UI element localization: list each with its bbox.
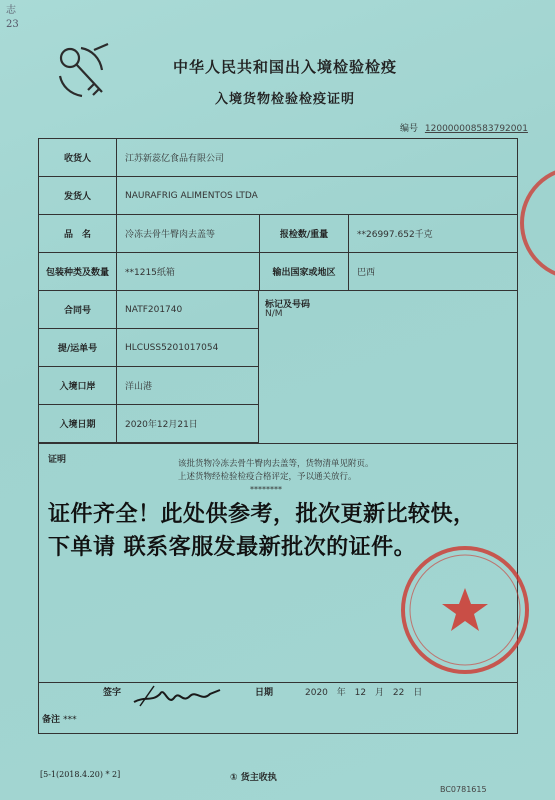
corner-note (6, 4, 19, 32)
quantity-value: **26997.652千克 (357, 230, 433, 240)
sign-day-unit: 日 (413, 688, 423, 698)
overlay-line-2: 下单请 联系客服发最新批次的证件。 (48, 535, 417, 560)
row-bill (39, 329, 258, 367)
document-subtitle: 入境货物检验检疫证明 (214, 92, 355, 107)
corner-note-line-1: 志 (6, 5, 16, 16)
certificate-line-1: 该批货物冷冻去骨牛臀肉去盖等，货物清单见附页。 (178, 459, 374, 469)
row-consignor (39, 177, 517, 215)
consignee-label: 收货人 (39, 139, 117, 176)
bill-label: 提/运单号 (39, 329, 117, 366)
sign-month: 12 (354, 688, 367, 698)
consignee-value: 江苏新蕊亿食品有限公司 (125, 154, 225, 164)
sign-date-value (305, 685, 422, 698)
certificate-line-2: 上述货物经检验检疫合格评定，予以通关放行。 (178, 472, 357, 482)
origin-label: 输出国家或地区 (259, 253, 349, 290)
document-title: 中华人民共和国出入境检验检疫 (172, 58, 397, 76)
row-port (39, 367, 258, 405)
contract-label: 合同号 (39, 291, 117, 328)
port-value: 洋山港 (125, 382, 153, 392)
consignor-label: 发货人 (39, 177, 117, 214)
port-label: 入境口岸 (39, 367, 117, 404)
remark-value: *** (63, 715, 77, 725)
package-value: **1215纸箱 (125, 268, 175, 278)
marks-label: 标记及号码 (265, 300, 311, 310)
sign-month-unit: 月 (375, 688, 385, 698)
certificate-text (178, 458, 374, 484)
contract-block-left (39, 291, 259, 443)
side-seal-icon (515, 158, 555, 288)
entry-date-label: 入境日期 (39, 405, 117, 442)
sign-date-label: 日期 (255, 688, 274, 698)
entry-date-value: 2020年12月21日 (125, 420, 198, 430)
copy-label: ① 货主收执 (230, 773, 277, 783)
serial-number (400, 121, 528, 134)
origin-value: 巴西 (357, 268, 376, 278)
remark (42, 712, 77, 725)
serial-value: 120000008583792001 (424, 124, 528, 134)
row-contract (39, 291, 258, 329)
remark-label: 备注 (42, 715, 61, 725)
quantity-label: 报检数/重量 (259, 215, 349, 252)
row-entry-date (39, 405, 258, 443)
marks-value: N/M (265, 309, 283, 319)
product-label: 品 名 (39, 215, 117, 252)
document-number: BC0781615 (440, 785, 487, 794)
overlay-line-1: 证件齐全！此处供参考，批次更新比较快， (48, 502, 476, 527)
row-package (39, 253, 517, 291)
serial-label: 编号 (400, 124, 419, 134)
form-code: [5-1(2018.4.20) * 2] (40, 770, 121, 779)
sign-day: 22 (392, 688, 405, 698)
package-label: 包装种类及数量 (39, 253, 117, 290)
signature-icon (130, 672, 225, 712)
product-value: 冷冻去骨牛臀肉去盖等 (125, 230, 216, 240)
official-seal-icon (395, 540, 535, 680)
row-consignee (39, 139, 517, 177)
corner-note-line-2: 23 (6, 19, 19, 30)
certificate-label: 证明 (48, 455, 67, 465)
signature-label: 签字 (103, 688, 122, 698)
contract-value: NATF201740 (125, 304, 183, 315)
inspection-emblem-icon (50, 40, 112, 102)
sign-year: 2020 (305, 688, 328, 698)
certificate-stars: ******** (250, 485, 282, 494)
bill-value: HLCUSS5201017054 (125, 342, 219, 353)
sign-year-unit: 年 (336, 688, 346, 698)
row-contract-block (39, 291, 517, 443)
row-product (39, 215, 517, 253)
consignor-value: NAURAFRIG ALIMENTOS LTDA (125, 190, 258, 201)
